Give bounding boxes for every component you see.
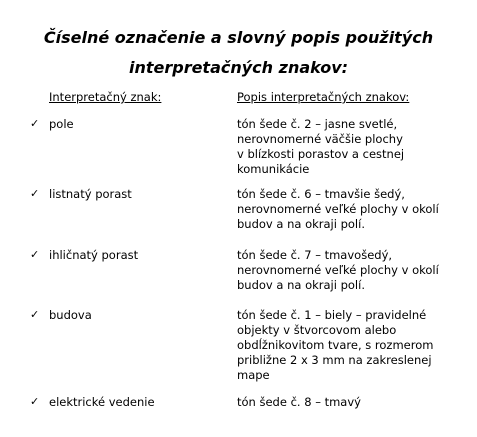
- description-line: tón šede č. 2 – jasne svetlé,: [237, 117, 398, 131]
- item-name: listnatý porast: [49, 187, 132, 201]
- description-line: budov a na okraji polí.: [237, 217, 365, 231]
- description-line: budov a na okraji polí.: [237, 278, 365, 292]
- checkmark-icon: ✓: [30, 308, 40, 321]
- description-line: nerovnomerné väčšie plochy: [237, 132, 403, 146]
- description-line: nerovnomerné veľké plochy v okolí: [237, 202, 439, 216]
- column-header-description: Popis interpretačných znakov:: [237, 90, 410, 104]
- description-line: nerovnomerné veľké plochy v okolí: [237, 263, 439, 277]
- column-header-sign: Interpretačný znak:: [49, 90, 162, 104]
- description-line: mape: [237, 368, 270, 382]
- item-description: [237, 308, 462, 383]
- description-line: obdĺžnikovitom tvare, s rozmerom: [237, 338, 434, 352]
- item-name: elektrické vedenie: [49, 395, 155, 409]
- document-title-line-1: Číselné označenie a slovný popis použitých: [43, 28, 434, 47]
- checkmark-icon: ✓: [30, 187, 40, 200]
- checkmark-icon: ✓: [30, 117, 40, 130]
- item-description: [237, 117, 462, 177]
- item-description: [237, 248, 462, 293]
- item-name: pole: [49, 117, 74, 131]
- description-line: komunikácie: [237, 162, 310, 176]
- item-description: [237, 187, 462, 232]
- description-line: tón šede č. 8 – tmavý: [237, 395, 361, 409]
- description-line: tón šede č. 6 – tmavšie šedý,: [237, 187, 405, 201]
- checkmark-icon: ✓: [30, 248, 40, 261]
- description-line: tón šede č. 7 – tmavošedý,: [237, 248, 393, 262]
- item-name: budova: [49, 308, 92, 322]
- description-line: tón šede č. 1 – biely – pravidelné: [237, 308, 427, 322]
- item-name: ihličnatý porast: [49, 248, 139, 262]
- description-line: približne 2 x 3 mm na zakreslenej: [237, 353, 432, 367]
- document-title-line-2: interpretačných znakov:: [128, 58, 349, 77]
- description-line: objekty v štvorcovom alebo: [237, 323, 397, 337]
- item-description: [237, 395, 462, 410]
- description-line: v blízkosti porastov a cestnej: [237, 147, 405, 161]
- checkmark-icon: ✓: [30, 395, 40, 408]
